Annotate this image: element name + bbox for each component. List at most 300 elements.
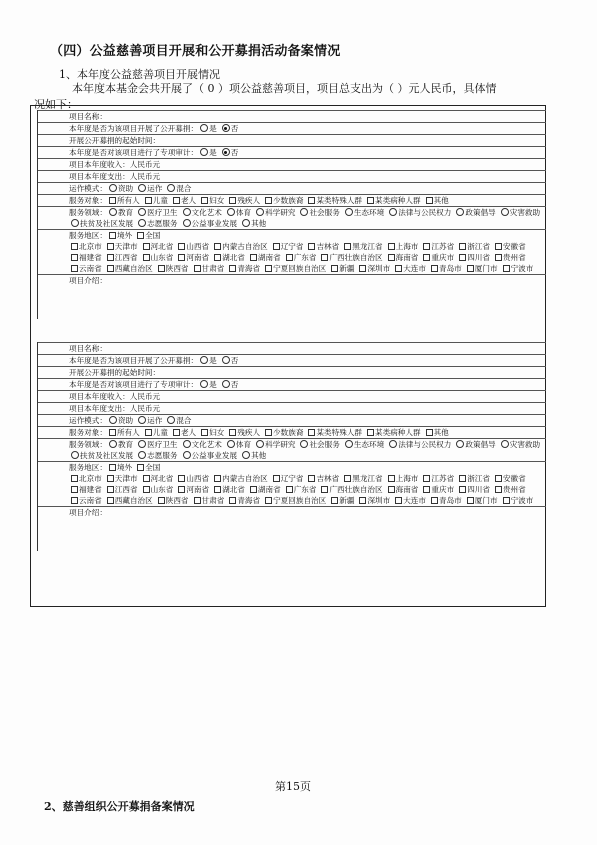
service-region-option[interactable]: [156, 263, 189, 274]
radio-icon[interactable]: [242, 451, 250, 459]
checkbox-icon[interactable]: [143, 486, 150, 493]
service-region-top-option[interactable]: [107, 230, 132, 241]
audit-yes-radio-label: 是: [209, 380, 217, 389]
checkbox-icon[interactable]: [71, 254, 78, 261]
checkbox-icon[interactable]: [107, 243, 114, 250]
service-field-option[interactable]: [254, 439, 295, 450]
checkbox-icon[interactable]: [173, 197, 180, 204]
service-target-option[interactable]: [365, 427, 421, 438]
service-region-option[interactable]: [271, 473, 304, 484]
checkbox-icon[interactable]: [459, 475, 466, 482]
checkbox-icon[interactable]: [214, 475, 221, 482]
radio-icon[interactable]: [109, 416, 117, 424]
checkbox-icon[interactable]: [107, 497, 114, 504]
radio-icon[interactable]: [109, 440, 117, 448]
radio-icon[interactable]: [183, 219, 191, 227]
checkbox-icon[interactable]: [423, 486, 430, 493]
checkbox-icon[interactable]: [426, 197, 433, 204]
checkbox-icon[interactable]: [71, 475, 78, 482]
radio-icon[interactable]: [227, 440, 235, 448]
checkbox-icon[interactable]: [359, 265, 366, 272]
checkbox-icon[interactable]: [158, 497, 165, 504]
checkbox-icon[interactable]: [495, 254, 502, 261]
service-region-option-label: 青岛市: [439, 496, 462, 505]
service-region-option[interactable]: [421, 484, 454, 495]
service-region-option[interactable]: [306, 473, 339, 484]
service-target-option[interactable]: [424, 195, 449, 206]
checkbox-icon[interactable]: [109, 232, 116, 239]
radio-icon[interactable]: [456, 208, 464, 216]
audit-no-radio[interactable]: [220, 379, 239, 390]
service-field-option[interactable]: [499, 439, 540, 450]
service-target-option[interactable]: [306, 195, 362, 206]
checkbox-icon[interactable]: [107, 254, 114, 261]
service-target-option-label: 残疾人: [237, 196, 261, 205]
checkbox-icon[interactable]: [495, 475, 502, 482]
radio-icon[interactable]: [501, 208, 509, 216]
radio-icon[interactable]: [200, 380, 208, 388]
service-field-option[interactable]: [254, 207, 295, 218]
service-region-option[interactable]: [329, 263, 354, 274]
service-region-option[interactable]: [393, 263, 426, 274]
service-field-option[interactable]: [240, 450, 266, 461]
checkbox-icon[interactable]: [344, 243, 351, 250]
checkbox-icon[interactable]: [265, 497, 272, 504]
service-region-option[interactable]: [493, 484, 526, 495]
checkbox-icon[interactable]: [273, 475, 280, 482]
service-field-option[interactable]: [136, 207, 177, 218]
service-field-option[interactable]: [181, 450, 238, 461]
checkbox-icon[interactable]: [250, 486, 257, 493]
service-region-top-option[interactable]: [107, 462, 132, 473]
checkbox-icon[interactable]: [388, 254, 395, 261]
checkbox-icon[interactable]: [423, 254, 430, 261]
service-region-option[interactable]: [212, 252, 245, 263]
checkbox-icon[interactable]: [467, 497, 474, 504]
radio-icon[interactable]: [222, 124, 230, 132]
service-region-top-option[interactable]: [135, 230, 160, 241]
checkbox-icon[interactable]: [194, 497, 201, 504]
service-region-option-label: 海南省: [395, 253, 419, 262]
service-region-option[interactable]: [105, 484, 138, 495]
project-intro-row: [38, 507, 546, 551]
service-region-option[interactable]: [105, 263, 153, 274]
radio-icon[interactable]: [200, 124, 208, 132]
checkbox-icon[interactable]: [137, 232, 144, 239]
service-region-option-label: 青海省: [237, 264, 261, 273]
service-field-option[interactable]: [225, 207, 251, 218]
service-field-option-label: 体育: [235, 208, 252, 217]
checkbox-icon[interactable]: [495, 486, 502, 493]
service-region-option[interactable]: [141, 252, 174, 263]
checkbox-icon[interactable]: [388, 243, 395, 250]
checkbox-icon[interactable]: [459, 486, 466, 493]
checkbox-icon[interactable]: [71, 243, 78, 250]
service-region-option[interactable]: [421, 473, 454, 484]
checkbox-icon[interactable]: [229, 497, 236, 504]
service-region-option[interactable]: [284, 252, 317, 263]
service-field-option[interactable]: [387, 207, 451, 218]
checkbox-icon[interactable]: [321, 254, 328, 261]
radio-icon[interactable]: [256, 440, 264, 448]
operation-mode-row: [38, 415, 546, 427]
radio-icon[interactable]: [256, 208, 264, 216]
service-region-option[interactable]: [141, 473, 174, 484]
checkbox-icon[interactable]: [395, 497, 402, 504]
service-region-option[interactable]: [319, 252, 382, 263]
service-field-option[interactable]: [454, 207, 495, 218]
service-region-option-label: 湖北省: [222, 253, 245, 262]
service-region-option[interactable]: [386, 252, 419, 263]
checkbox-icon[interactable]: [426, 429, 433, 436]
checkbox-icon[interactable]: [173, 429, 180, 436]
service-target-option[interactable]: [263, 195, 303, 206]
checkbox-icon[interactable]: [143, 475, 150, 482]
service-target-option[interactable]: [199, 195, 224, 206]
service-field-option[interactable]: [225, 439, 251, 450]
radio-icon[interactable]: [227, 208, 235, 216]
checkbox-icon[interactable]: [265, 197, 272, 204]
fundraising-no-radio[interactable]: [220, 123, 239, 134]
service-region-option[interactable]: [465, 263, 498, 274]
checkbox-icon[interactable]: [308, 475, 315, 482]
checkbox-icon[interactable]: [367, 197, 374, 204]
service-region-option[interactable]: [493, 241, 526, 252]
service-region-option[interactable]: [421, 241, 454, 252]
operation-option[interactable]: [107, 183, 133, 194]
service-region-top-option[interactable]: [135, 462, 160, 473]
radio-icon[interactable]: [389, 208, 397, 216]
service-field-option[interactable]: [107, 207, 133, 218]
checkbox-icon[interactable]: [201, 429, 208, 436]
service-region-option[interactable]: [393, 495, 426, 506]
radio-icon[interactable]: [501, 440, 509, 448]
checkbox-icon[interactable]: [344, 475, 351, 482]
radio-icon[interactable]: [183, 440, 191, 448]
checkbox-icon[interactable]: [388, 486, 395, 493]
checkbox-icon[interactable]: [265, 429, 272, 436]
service-target-option[interactable]: [107, 195, 140, 206]
service-target-option[interactable]: [227, 195, 260, 206]
checkbox-icon[interactable]: [178, 486, 185, 493]
checkbox-icon[interactable]: [229, 197, 236, 204]
checkbox-icon[interactable]: [286, 254, 293, 261]
checkbox-icon[interactable]: [308, 429, 315, 436]
service-region-option[interactable]: [284, 484, 317, 495]
checkbox-icon[interactable]: [388, 475, 395, 482]
service-region-option[interactable]: [105, 495, 153, 506]
service-field-option[interactable]: [343, 439, 384, 450]
service-region-option-label: 大连市: [403, 264, 426, 273]
checkbox-icon[interactable]: [178, 254, 185, 261]
service-region-option-label: 深圳市: [367, 496, 391, 505]
radio-icon[interactable]: [138, 184, 146, 192]
service-target-option[interactable]: [171, 195, 196, 206]
checkbox-icon[interactable]: [137, 464, 144, 471]
checkbox-icon[interactable]: [431, 497, 438, 504]
checkbox-icon[interactable]: [178, 243, 185, 250]
checkbox-icon[interactable]: [359, 497, 366, 504]
radio-icon[interactable]: [242, 219, 250, 227]
service-region-option[interactable]: [457, 252, 490, 263]
service-region-option-label: 浙江省: [467, 242, 490, 251]
project-block-1: [37, 110, 546, 319]
service-region-option[interactable]: [429, 495, 462, 506]
service-field-option-label: 社会服务: [309, 208, 340, 217]
service-region-option[interactable]: [69, 252, 102, 263]
checkbox-icon[interactable]: [331, 265, 338, 272]
checkbox-icon[interactable]: [158, 265, 165, 272]
service-target-option[interactable]: [227, 427, 260, 438]
checkbox-icon[interactable]: [423, 475, 430, 482]
checkbox-icon[interactable]: [71, 265, 78, 272]
service-region-option[interactable]: [493, 252, 526, 263]
service-region-option[interactable]: [357, 495, 390, 506]
service-region-option[interactable]: [69, 495, 102, 506]
checkbox-icon[interactable]: [109, 464, 116, 471]
service-field-option[interactable]: [343, 207, 384, 218]
service-target-option[interactable]: [199, 427, 224, 438]
audit-yes-radio[interactable]: [198, 379, 217, 390]
service-region-option[interactable]: [105, 241, 138, 252]
service-region-option[interactable]: [176, 473, 209, 484]
service-field-option[interactable]: [136, 450, 177, 461]
checkbox-icon[interactable]: [286, 486, 293, 493]
checkbox-icon[interactable]: [214, 254, 221, 261]
service-region-option[interactable]: [212, 473, 268, 484]
service-region-option[interactable]: [457, 241, 490, 252]
service-region-option[interactable]: [421, 252, 454, 263]
radio-icon[interactable]: [222, 356, 230, 364]
audit-yes-radio[interactable]: [198, 147, 217, 158]
checkbox-icon[interactable]: [214, 486, 221, 493]
operation-option[interactable]: [165, 183, 191, 194]
checkbox-icon[interactable]: [395, 265, 402, 272]
service-region-option[interactable]: [357, 263, 390, 274]
service-field-option[interactable]: [181, 218, 238, 229]
radio-icon[interactable]: [109, 184, 117, 192]
radio-icon[interactable]: [138, 451, 146, 459]
checkbox-icon[interactable]: [145, 429, 152, 436]
radio-icon[interactable]: [456, 440, 464, 448]
service-region-option[interactable]: [329, 495, 354, 506]
service-region-option[interactable]: [248, 252, 281, 263]
fundraising-no-radio[interactable]: [220, 355, 239, 366]
service-field-option[interactable]: [454, 439, 495, 450]
service-region-option[interactable]: [176, 252, 209, 263]
service-field-option[interactable]: [298, 207, 339, 218]
service-field-option[interactable]: [181, 207, 222, 218]
project-name-row: [38, 342, 546, 355]
radio-icon[interactable]: [167, 184, 175, 192]
service-region-option[interactable]: [156, 495, 189, 506]
service-region-option[interactable]: [227, 495, 260, 506]
service-region-option[interactable]: [69, 473, 102, 484]
radio-icon[interactable]: [183, 451, 191, 459]
service-region-option[interactable]: [227, 263, 260, 274]
service-region-option-label: 吉林省: [316, 242, 340, 251]
service-target-option[interactable]: [171, 427, 196, 438]
service-field-option[interactable]: [240, 218, 266, 229]
service-region-option-label: 宁波市: [510, 496, 534, 505]
service-field-row: [38, 207, 546, 230]
service-region-option[interactable]: [192, 263, 225, 274]
radio-icon[interactable]: [109, 208, 117, 216]
checkbox-icon[interactable]: [194, 265, 201, 272]
service-region-option[interactable]: [263, 495, 326, 506]
checkbox-icon[interactable]: [229, 265, 236, 272]
service-region-option[interactable]: [105, 473, 138, 484]
project-intro-row: [38, 275, 546, 319]
service-field-option[interactable]: [107, 439, 133, 450]
checkbox-icon[interactable]: [423, 243, 430, 250]
service-region-option[interactable]: [176, 241, 209, 252]
radio-icon[interactable]: [71, 451, 79, 459]
radio-icon[interactable]: [345, 208, 353, 216]
checkbox-icon[interactable]: [71, 486, 78, 493]
service-region-option[interactable]: [69, 484, 102, 495]
service-region-option-label: 甘肃省: [201, 496, 225, 505]
checkbox-icon[interactable]: [321, 486, 328, 493]
radio-icon[interactable]: [200, 148, 208, 156]
public-fundraising-label: 本年度是否为该项目开展了公开募捐：: [69, 356, 199, 365]
service-region-option[interactable]: [69, 241, 102, 252]
radio-icon[interactable]: [138, 219, 146, 227]
checkbox-icon[interactable]: [109, 429, 116, 436]
start-time-label: 开展公开募捐的起始时间：: [69, 136, 161, 145]
service-field-option[interactable]: [69, 218, 133, 229]
service-region-option[interactable]: [248, 484, 281, 495]
service-region-option[interactable]: [501, 263, 534, 274]
radio-icon[interactable]: [138, 440, 146, 448]
radio-icon[interactable]: [71, 219, 79, 227]
operation-option[interactable]: [136, 183, 162, 194]
checkbox-icon[interactable]: [229, 429, 236, 436]
checkbox-icon[interactable]: [459, 243, 466, 250]
checkbox-icon[interactable]: [367, 429, 374, 436]
radio-icon[interactable]: [222, 148, 230, 156]
radio-icon[interactable]: [345, 440, 353, 448]
checkbox-icon[interactable]: [503, 265, 510, 272]
service-region-option[interactable]: [319, 484, 382, 495]
checkbox-icon[interactable]: [143, 254, 150, 261]
checkbox-icon[interactable]: [331, 497, 338, 504]
service-region-option[interactable]: [342, 241, 382, 252]
radio-icon[interactable]: [200, 356, 208, 364]
radio-icon[interactable]: [389, 440, 397, 448]
checkbox-icon[interactable]: [467, 265, 474, 272]
service-target-option[interactable]: [424, 427, 449, 438]
service-region-option[interactable]: [192, 495, 225, 506]
checkbox-icon[interactable]: [109, 197, 116, 204]
fundraising-yes-radio[interactable]: [198, 355, 217, 366]
service-region-option[interactable]: [386, 484, 419, 495]
service-field-option[interactable]: [499, 207, 540, 218]
service-target-option[interactable]: [143, 195, 168, 206]
service-region-option[interactable]: [386, 241, 419, 252]
checkbox-icon[interactable]: [250, 254, 257, 261]
service-region-option[interactable]: [141, 484, 174, 495]
service-field-option[interactable]: [136, 439, 177, 450]
service-region-option[interactable]: [212, 484, 245, 495]
service-field-option[interactable]: [136, 218, 177, 229]
checkbox-icon[interactable]: [145, 197, 152, 204]
radio-icon[interactable]: [138, 208, 146, 216]
service-region-option[interactable]: [271, 241, 304, 252]
checkbox-icon[interactable]: [71, 497, 78, 504]
radio-icon[interactable]: [300, 440, 308, 448]
checkbox-icon[interactable]: [265, 265, 272, 272]
checkbox-icon[interactable]: [273, 243, 280, 250]
service-target-label: 服务对象：: [69, 428, 107, 437]
checkbox-icon[interactable]: [459, 254, 466, 261]
checkbox-icon[interactable]: [503, 497, 510, 504]
service-region-option[interactable]: [501, 495, 534, 506]
service-region-option[interactable]: [465, 495, 498, 506]
service-target-option[interactable]: [143, 427, 168, 438]
radio-icon[interactable]: [183, 208, 191, 216]
service-region-row: [38, 230, 546, 275]
radio-icon[interactable]: [222, 380, 230, 388]
checkbox-icon[interactable]: [214, 243, 221, 250]
service-region-option[interactable]: [141, 241, 174, 252]
service-region-option[interactable]: [342, 473, 382, 484]
service-field-option[interactable]: [298, 439, 339, 450]
service-region-option[interactable]: [212, 241, 268, 252]
checkbox-icon[interactable]: [107, 486, 114, 493]
checkbox-icon[interactable]: [107, 475, 114, 482]
radio-icon[interactable]: [300, 208, 308, 216]
service-region-option[interactable]: [429, 263, 462, 274]
service-region-option[interactable]: [263, 263, 326, 274]
checkbox-icon[interactable]: [178, 475, 185, 482]
service-region-option[interactable]: [493, 473, 526, 484]
checkbox-icon[interactable]: [431, 265, 438, 272]
operation-option[interactable]: [136, 415, 162, 426]
service-region-option[interactable]: [176, 484, 209, 495]
checkbox-icon[interactable]: [495, 243, 502, 250]
service-target-option[interactable]: [365, 195, 421, 206]
service-region-option[interactable]: [457, 484, 490, 495]
checkbox-icon[interactable]: [143, 243, 150, 250]
service-region-option[interactable]: [105, 252, 138, 263]
service-field-option[interactable]: [387, 439, 451, 450]
service-region-option-label: 湖北省: [222, 485, 245, 494]
checkbox-icon[interactable]: [308, 197, 315, 204]
audit-no-radio[interactable]: [220, 147, 239, 158]
checkbox-icon[interactable]: [201, 197, 208, 204]
operation-option[interactable]: [165, 415, 191, 426]
checkbox-icon[interactable]: [107, 265, 114, 272]
service-field-option[interactable]: [69, 450, 133, 461]
checkbox-icon[interactable]: [308, 243, 315, 250]
operation-option[interactable]: [107, 415, 133, 426]
service-field-option[interactable]: [181, 439, 222, 450]
service-region-option[interactable]: [306, 241, 339, 252]
fundraising-yes-radio[interactable]: [198, 123, 217, 134]
radio-icon[interactable]: [138, 416, 146, 424]
service-field-option-label: 其他: [251, 451, 267, 460]
service-field-option-label: 医疗卫生: [147, 440, 178, 449]
service-target-option[interactable]: [306, 427, 362, 438]
service-target-option[interactable]: [263, 427, 303, 438]
service-region-option[interactable]: [69, 263, 102, 274]
operation-option-label: 运作: [147, 184, 163, 193]
radio-icon[interactable]: [167, 416, 175, 424]
service-region-option[interactable]: [457, 473, 490, 484]
service-region-option[interactable]: [386, 473, 419, 484]
service-target-option[interactable]: [107, 427, 140, 438]
